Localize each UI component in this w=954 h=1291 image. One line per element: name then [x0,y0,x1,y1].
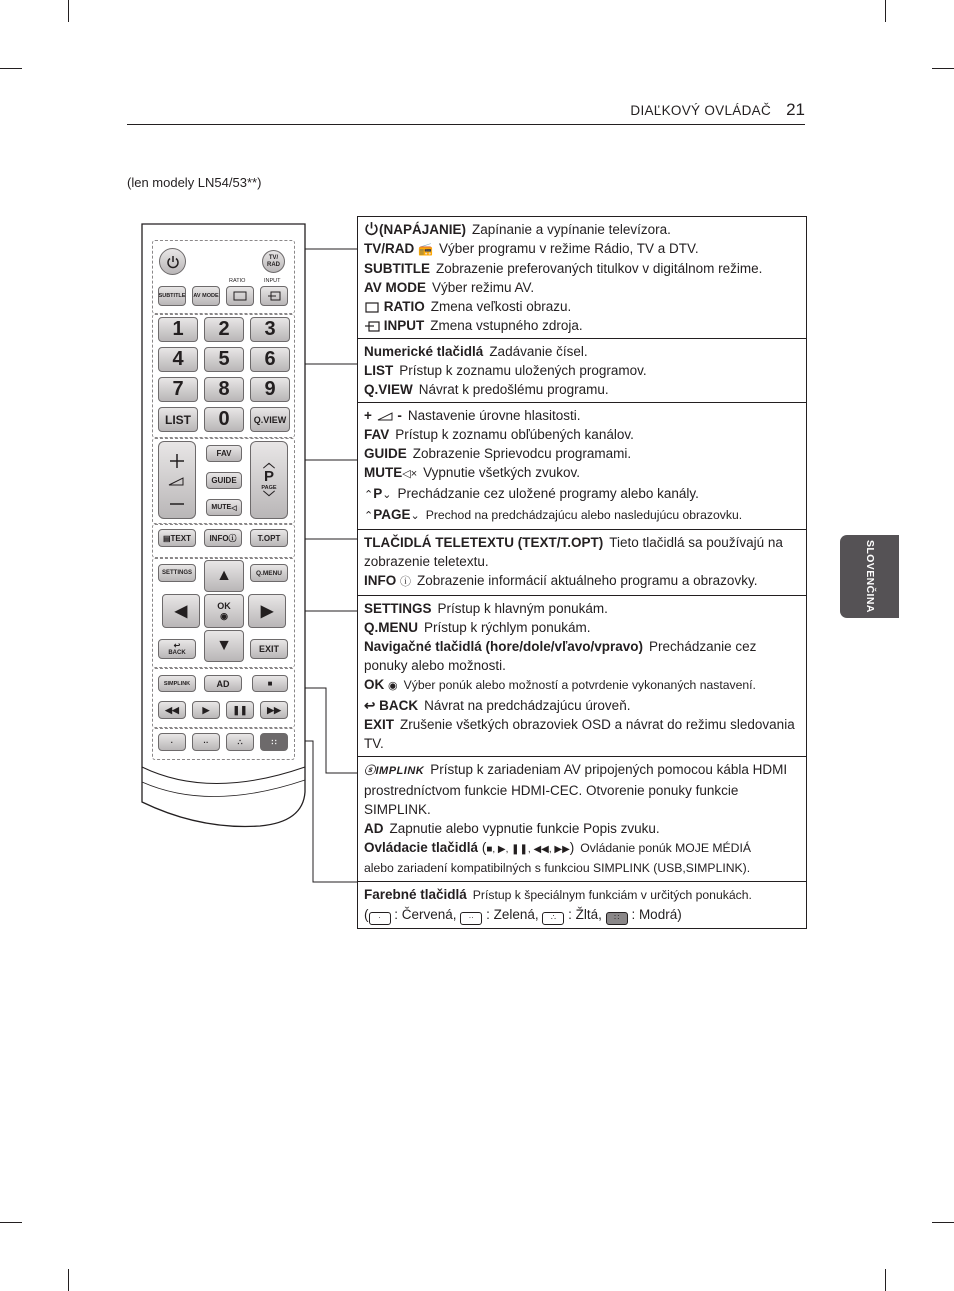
ratio-label: RATIO [229,278,246,284]
text-button[interactable] [158,529,196,547]
ad-text: Zapnutie alebo vypnutie funkcie Popis zvuku. [389,821,660,836]
chevron-up-icon: ︿ [262,456,275,470]
mute-button[interactable] [206,499,242,516]
av-mode-button[interactable]: AV MODE [192,286,220,306]
play-icon: ▶ [202,704,210,715]
mute-label: MUTE [364,465,403,480]
back-label: BACK [168,650,186,656]
subtitle-label: SUBTITLE [364,261,430,276]
tvrad-text: Výber programu v režime Rádio, TV a DTV. [438,241,699,256]
teletext-text: Tieto tlačidlá sa používajú na zobrazenie teletextu. [364,535,783,569]
ok-label: OK [364,677,385,692]
row-settings [364,599,800,618]
back-text: Návrat na predchádzajúcu úroveň. [424,698,631,713]
volume-icon [165,445,189,515]
ratio-icon [233,291,247,301]
ok-icon: ◉ [388,680,398,692]
tvrad-icon: 📻 [418,242,433,256]
digit-4-button[interactable]: 4 [158,347,198,372]
pause-icon: ❚❚ [232,704,248,715]
page-label: PAGE [261,485,277,491]
section-navigation [358,595,806,756]
row-exit [364,715,800,753]
power-label: (NAPÁJANIE) [379,222,467,237]
row-ad [364,819,800,838]
qmenu-text: Prístup k rýchlym ponukám. [424,620,591,635]
ok-button[interactable] [204,594,244,628]
row-back [364,696,800,715]
qmenu-label: Q.MENU [364,620,418,635]
row-qview [364,380,800,399]
input-label: INPUT [264,278,281,284]
arrow-left-icon: ◀ [174,603,188,620]
numeric-text: Zadávanie čísel. [489,344,588,359]
teletext-label: TLAČIDLÁ TELETEXTU (TEXT/T.OPT) [364,535,604,550]
nav-label: Navigačné tlačidlá (hore/dole/vľavo/vpravo) [364,639,644,654]
info-button[interactable] [204,529,242,547]
row-fav [364,425,800,444]
text-label: TEXT [170,533,191,543]
numeric-label: Numerické tlačidlá [364,344,484,359]
pause-button[interactable] [226,701,254,719]
model-note: (len modely LN54/53**) [127,175,262,190]
chevron-down-icon: ﹀ [262,490,275,504]
back-icon: ↩ [364,698,376,713]
guide-label: GUIDE [364,446,407,461]
row-tvrad [364,239,800,259]
blue-button[interactable] [260,733,288,751]
nav-down-button[interactable] [204,630,244,662]
list-text: Prístup k zoznamu uložených programov. [399,363,647,378]
section-power [358,217,806,338]
control-label: Ovládacie tlačidlá [364,840,479,855]
row-input [364,316,800,335]
row-info [364,571,800,592]
language-tab-label: SLOVENČINA [864,540,876,613]
list-button[interactable]: LIST [158,407,198,432]
row-nav [364,637,800,675]
section-volume [358,402,806,529]
power-icon [166,255,180,269]
teletext-icon: ▤ [162,533,171,543]
row-volume [364,406,800,425]
fav-button[interactable]: FAV [206,445,242,462]
blue-dot-icon: ∷ [606,912,628,925]
volume-rocker[interactable] [158,441,196,519]
play-button[interactable] [192,701,220,719]
ok-icon: ◉ [220,610,228,621]
info-label: INFO [364,573,397,588]
red-text: : Červená, [394,907,457,922]
button-description-table [357,216,807,929]
green-button[interactable] [192,733,220,751]
ratio-button[interactable] [226,286,254,306]
green-dot-icon: ·· [460,912,482,925]
page-label: PAGE [373,507,411,522]
p-label: P [263,468,274,485]
row-ok [364,675,800,696]
digit-6-button[interactable]: 6 [250,347,290,372]
ok-text: Výber ponúk alebo možností a potvrdenie vykonaných nastavení. [403,678,756,692]
section-playback [358,756,806,881]
input-icon [364,320,380,332]
topt-button[interactable]: T.OPT [250,529,288,547]
blue-text: : Modrá) [631,907,682,922]
arrow-down-icon: ▼ [216,637,232,654]
exit-label: EXIT [364,717,395,732]
digit-7-button[interactable]: 7 [158,377,198,402]
mute-icon: ◁ [231,504,237,512]
info-icon: ⓘ [228,533,237,543]
row-avmode [364,278,800,297]
yellow-text: : Žltá, [568,907,602,922]
qview-button[interactable]: Q.VIEW [250,407,290,432]
row-numeric [364,342,800,361]
control-text: Ovládanie ponúk MOJE MÉDIÁ [580,841,751,855]
p-label: P [373,486,383,501]
ad-label: AD [364,821,384,836]
color-text: Prístup k špeciálnym funkciám v určitých ponukách. [472,888,752,902]
row-control: Ovládacie tlačidlá (■, ▶, ❚❚, ◀◀, ▶▶) Ovládanie ponúk MOJE MÉDIÁ [364,840,751,855]
qview-label: Q.VIEW [364,382,413,397]
row-color [364,885,800,905]
rewind-button[interactable] [158,701,186,719]
page-number: 21 [786,100,805,119]
forward-button[interactable] [260,701,288,719]
digit-9-button[interactable]: 9 [250,377,290,402]
nav-up-button[interactable] [204,560,244,592]
volume-icon [376,410,394,422]
fav-text: Prístup k zoznamu obľúbených kanálov. [395,427,634,442]
back-label: BACK [379,698,419,713]
row-teletext [364,533,800,571]
row-qmenu [364,618,800,637]
red-button[interactable] [158,733,186,751]
exit-button[interactable]: EXIT [250,639,288,659]
stop-button[interactable] [252,675,288,692]
simplink-logo-icon: ⓢIMPLINK [364,765,425,777]
ad-button[interactable]: AD [204,675,242,692]
info-icon: ⓘ [400,576,412,588]
nav-right-button[interactable] [248,594,286,628]
arrow-up-icon: ▲ [216,567,232,584]
avmode-text: Výber režimu AV. [432,280,535,295]
settings-text: Prístup k hlavným ponukám. [437,601,608,616]
page-rocker[interactable] [250,441,288,519]
guide-button[interactable]: GUIDE [206,472,242,489]
qmenu-button[interactable]: Q.MENU [250,564,288,582]
red-dot-icon: · [170,737,174,747]
back-button[interactable] [158,639,196,659]
row-color-2: ( · : Červená, ·· : Zelená, ∴ : Žltá, ∷ : Modrá) [364,905,800,925]
section-teletext [358,529,806,595]
ratio-icon [364,301,380,313]
qview-text: Návrat k predošlému programu. [418,382,609,397]
row-power [364,220,800,239]
input-button[interactable] [260,286,288,306]
avmode-label: AV MODE [364,280,427,295]
row-subtitle [364,259,800,278]
digit-2-button[interactable]: 2 [204,317,244,342]
digit-0-button[interactable]: 0 [204,407,244,432]
input-icon [267,291,281,301]
header-title: DIAĽKOVÝ OVLÁDAČ [630,103,771,118]
settings-label: SETTINGS [364,601,432,616]
rewind-icon: ◀◀ [165,704,179,715]
digit-5-button[interactable]: 5 [204,347,244,372]
section-numeric [358,338,806,402]
info-text: Zobrazenie informácií aktuálneho programu a obrazovky. [417,573,758,588]
row-simplink [364,760,800,819]
row-p [364,484,800,505]
power-text: Zapínanie a vypínanie televízora. [472,222,671,237]
chevron-up-icon: ⌃ [364,489,374,501]
control-icons: ■, ▶, ❚❚, ◀◀, ▶▶ [486,844,570,855]
fav-label: FAV [364,427,390,442]
page-text: Prechod na predchádzajúcu alebo nasledujúcu obrazovku. [425,508,743,522]
chevron-down-icon: ⌄ [382,489,392,501]
chevron-up-icon: ⌃ [364,510,374,522]
guide-text: Zobrazenie Sprievodcu programami. [412,446,632,461]
back-icon: ↩ [173,641,181,650]
row-ratio [364,297,800,316]
p-text: Prechádzanie cez uložené programy alebo kanály. [397,486,699,501]
ok-label: OK [217,600,231,611]
power-icon [364,221,379,236]
settings-button[interactable]: SETTINGS [158,564,196,582]
section-color [358,881,806,928]
row-page [364,505,800,526]
exit-text: Zrušenie všetkých obrazoviek OSD a návrat do režimu sledovania TV. [364,717,795,751]
yellow-dot-icon: ∴ [237,737,243,747]
green-text: : Zelená, [486,907,539,922]
stop-icon: ■ [267,679,273,688]
ratio-text: Zmena veľkosti obrazu. [430,299,572,314]
row-control-2: alebo zariadení kompatibilných s funkciou SIMPLINK (USB,SIMPLINK). [364,861,751,875]
tvrad-label: TV/RAD [364,241,415,256]
simplink-button[interactable] [158,675,196,692]
mute-label: MUTE [211,504,232,511]
volume-text: Nastavenie úrovne hlasitosti. [407,408,581,423]
list-label: LIST [364,363,394,378]
volume-plus-label: + [364,408,372,423]
nav-text: Prechádzanie cez ponuky alebo možnosti. [364,639,757,673]
subtitle-text: Zobrazenie preferovaných titulkov v digitálnom režime. [436,261,763,276]
volume-minus-label: - [397,408,402,423]
yellow-button[interactable] [226,733,254,751]
simplink-label: SIMPLINK [163,680,191,687]
chevron-down-icon: ⌄ [410,510,420,522]
tv-rad-button[interactable]: TV/ RAD [262,250,285,273]
mute-text: Vypnutie všetkých zvukov. [423,465,580,480]
nav-left-button[interactable] [162,594,200,628]
input-text: Zmena vstupného zdroja. [430,318,583,333]
input-label: INPUT [383,318,425,333]
blue-dot-icon: ∷ [271,737,277,747]
green-dot-icon: ·· [203,737,209,747]
digit-8-button[interactable]: 8 [204,377,244,402]
row-mute [364,463,800,484]
arrow-right-icon: ▶ [260,603,274,620]
ratio-label: RATIO [383,299,425,314]
digit-3-button[interactable]: 3 [250,317,290,342]
mute-icon: ◁× [402,468,418,480]
row-guide [364,444,800,463]
info-label: INFO [209,533,229,543]
digit-1-button[interactable]: 1 [158,317,198,342]
color-label: Farebné tlačidlá [364,887,467,902]
simplink-text: Prístup k zariadeniam AV pripojených pomocou kábla HDMI prostredníctvom funkcie HDMI-CEC. Otvorenie ponuky funkcie SIMPLINK. [364,762,788,817]
red-dot-icon: · [369,912,391,925]
row-list [364,361,800,380]
yellow-dot-icon: ∴ [542,912,564,925]
power-button[interactable] [159,248,186,275]
forward-icon: ▶▶ [267,704,281,715]
subtitle-button[interactable]: SUBTITLE [158,286,186,306]
